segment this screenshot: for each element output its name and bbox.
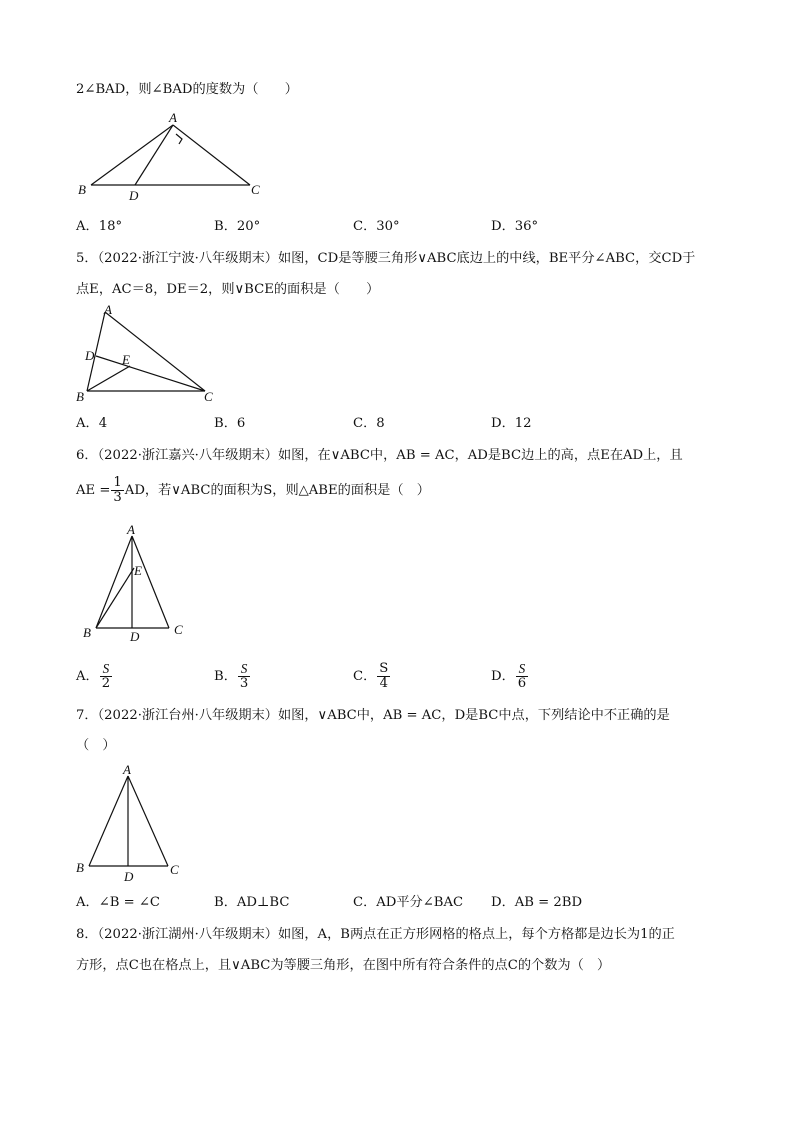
- q4-label-c: C: [251, 182, 260, 197]
- q7-label-d: D: [124, 869, 134, 884]
- q5-figure: [76, 302, 226, 404]
- q6-option-b: B． $\frac{S}{3}$: [214, 661, 249, 691]
- q5-label-a: A: [104, 302, 112, 317]
- q6-fraction: [111, 476, 123, 505]
- q5-option-b: B．6: [214, 416, 246, 431]
- q4-stem: 2∠BAD，则∠BAD的度数为（ ）: [76, 82, 298, 97]
- q6-label-b: B: [83, 625, 91, 640]
- q7-option-a: A．∠B = ∠C: [76, 895, 161, 910]
- q4-label-a: A: [169, 110, 177, 125]
- q8-stem-line2: 方形，点C也在格点上，且∨ABC为等腰三角形，在图中所有符合条件的点C的个数为（ ）: [76, 958, 611, 973]
- q6-option-c: C． $\frac{S}{4}$: [353, 661, 389, 691]
- q4-label-b: B: [78, 182, 86, 197]
- q7-option-c: C．AD平分∠BAC: [353, 895, 464, 910]
- q5-option-a: A．4: [76, 416, 108, 431]
- q6-line2-rest: AD，若∨ABC的面积为S，则△ABE的面积是（ ）: [124, 483, 430, 498]
- q6-option-d: D． $\frac{S}{6}$: [491, 661, 527, 691]
- q8-stem-line1: 8．（2022·浙江湖州·八年级期末）如图，A，B两点在正方形网格的格点上，每个方格都是边长为1的正: [76, 927, 675, 942]
- q4-option-b: B．20°: [214, 219, 261, 234]
- q7-stem-line1: 7．（2022·浙江台州·八年级期末）如图，∨ABC中，AB = AC，D是BC中点，下列结论中不正确的是: [76, 708, 670, 723]
- q7-stem-line2: （ ）: [76, 738, 116, 753]
- q6-ae-equals: AE =: [76, 483, 111, 498]
- q5-label-e: E: [122, 352, 130, 367]
- q6-label-e: E: [134, 563, 142, 578]
- q7-label-b: B: [76, 860, 84, 875]
- q5-option-c: C．8: [353, 416, 385, 431]
- q6-frac-num: 1: [113, 475, 122, 490]
- q6-label-d: D: [130, 629, 140, 644]
- q4-option-a: A．18°: [76, 219, 123, 234]
- q6-stem-line1: 6．（2022·浙江嘉兴·八年级期末）如图，在∨ABC中，AB = AC，AD是BC边上的高，点E在AD上，且: [76, 448, 683, 463]
- q7-option-d: D．AB = 2BD: [491, 895, 583, 910]
- q4-option-c: C．30°: [353, 219, 400, 234]
- q6-frac-den: 3: [113, 490, 122, 505]
- q4-label-d: D: [129, 188, 139, 203]
- q6-figure: [76, 522, 206, 644]
- q6-stem-line2: [76, 476, 430, 505]
- q6-label-a: A: [127, 522, 135, 537]
- q4-figure: [76, 112, 276, 204]
- q5-stem-line2: 点E，AC＝8，DE＝2，则∨BCE的面积是（ ）: [76, 282, 380, 297]
- q5-label-c: C: [204, 389, 213, 404]
- q6-label-c: C: [174, 622, 183, 637]
- q5-label-d: D: [85, 348, 95, 363]
- q5-option-d: D．12: [491, 416, 532, 431]
- q5-label-b: B: [76, 389, 84, 404]
- q6-option-a: A． $\frac{S}{2}$: [76, 661, 111, 691]
- q7-label-a: A: [123, 762, 131, 777]
- q7-option-b: B．AD⊥BC: [214, 895, 290, 910]
- q7-label-c: C: [170, 862, 179, 877]
- q4-option-d: D．36°: [491, 219, 539, 234]
- q7-figure: [76, 762, 196, 884]
- q5-stem-line1: 5．（2022·浙江宁波·八年级期末）如图，CD是等腰三角形∨ABC底边上的中线，BE平分∠ABC，交CD于: [76, 251, 696, 266]
